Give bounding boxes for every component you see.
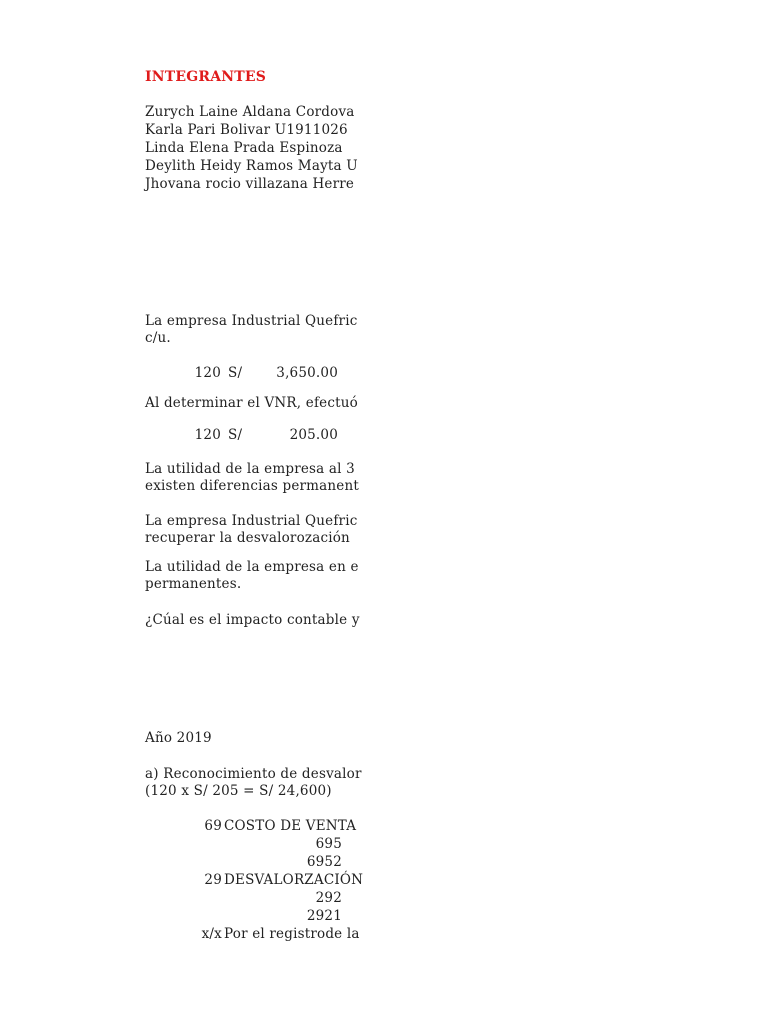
paragraph-1-line-1: La empresa Industrial Quefric [145, 313, 358, 329]
account-69-name: COSTO DE VENTA [224, 818, 357, 834]
row1-currency: S/ [228, 365, 243, 381]
member-3: Linda Elena Prada Espinoza [145, 140, 343, 156]
paragraph-5-line-2: permanentes. [145, 576, 242, 592]
item-a-line-2: (120 x S/ 205 = S/ 24,600) [145, 783, 332, 799]
paragraph-6: ¿Cúal es el impacto contable y [145, 612, 360, 628]
gloss-text: Por el registrode la [224, 926, 360, 942]
paragraph-2: Al determinar el VNR, efectuó [145, 395, 358, 411]
subaccount-6952: 6952 [306, 854, 342, 870]
row1-quantity: 120 [194, 365, 221, 381]
account-69-code: 69 [204, 818, 222, 834]
member-2: Karla Pari Bolivar U1911026 [145, 122, 348, 138]
item-a-line-1: a) Reconocimiento de desvalor [145, 766, 362, 782]
row1-amount: 3,650.00 [276, 365, 338, 381]
spreadsheet-page [0, 0, 364, 1024]
paragraph-3-line-1: La utilidad de la empresa al 3 [145, 461, 355, 477]
paragraph-4-line-1: La empresa Industrial Quefric [145, 513, 358, 529]
member-1: Zurych Laine Aldana Cordova [145, 104, 355, 120]
subaccount-292: 292 [315, 890, 342, 906]
row2-quantity: 120 [194, 427, 221, 443]
subaccount-695: 695 [315, 836, 342, 852]
paragraph-3-line-2: existen diferencias permanent [145, 478, 360, 494]
row2-currency: S/ [228, 427, 243, 443]
paragraph-4-line-2: recuperar la desvalorozación [145, 530, 350, 546]
year-label: Año 2019 [145, 730, 212, 746]
subaccount-2921: 2921 [306, 908, 342, 924]
paragraph-1-line-2: c/u. [145, 330, 171, 346]
account-29-code: 29 [204, 872, 222, 888]
gloss-code: x/x [201, 926, 222, 942]
account-29-name: DESVALORZACIÓN [224, 872, 364, 888]
integrantes-heading: INTEGRANTES [145, 69, 267, 85]
row2-amount: 205.00 [289, 427, 338, 443]
paragraph-5-line-1: La utilidad de la empresa en e [145, 559, 359, 575]
member-5: Jhovana rocio villazana Herre [145, 176, 355, 192]
member-4: Deylith Heidy Ramos Mayta U [145, 158, 358, 174]
